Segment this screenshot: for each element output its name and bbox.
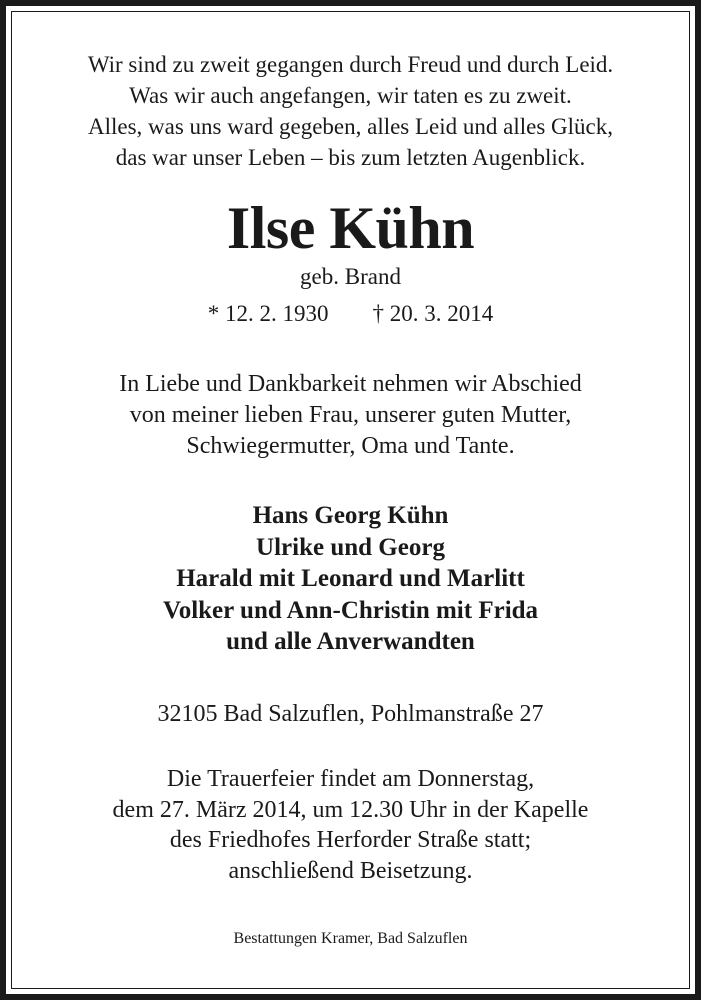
mourner-line: Ulrike und Georg <box>256 533 445 561</box>
service-line: anschließend Beisetzung. <box>228 857 473 884</box>
poem-line: das war unser Leben – bis zum letzten Augenblick. <box>115 145 586 170</box>
farewell-line: von meiner lieben Frau, unserer guten Mutter, <box>129 402 572 428</box>
mourners-list <box>0 500 701 658</box>
mourner-line: Volker und Ann-Christin mit Frida <box>162 596 539 624</box>
deceased-name: Ilse Kühn <box>226 195 475 261</box>
poem-line: Was wir auch angefangen, wir taten es zu zweit. <box>129 83 572 108</box>
mourner-line: Harald mit Leonard und Marlitt <box>176 565 525 592</box>
poem-line: Alles, was uns ward gegeben, alles Leid und alles Glück, <box>87 114 614 139</box>
poem-line: Wir sind zu zweit gegangen durch Freud und durch Leid. <box>87 52 614 77</box>
service-line: Die Trauerfeier findet am Donnerstag, <box>166 766 535 792</box>
birth-date: * 12. 2. 1930 <box>207 301 329 326</box>
farewell-line: In Liebe und Dankbarkeit nehmen wir Abschied <box>119 371 582 397</box>
funeral-service-info <box>0 764 701 886</box>
farewell-line: Schwiegermutter, Oma und Tante. <box>186 433 515 459</box>
memorial-poem <box>0 49 701 173</box>
mourner-line: Hans Georg Kühn <box>252 502 449 529</box>
farewell-text <box>0 369 701 462</box>
service-line: des Friedhofes Herforder Straße statt; <box>169 827 532 853</box>
undertaker-credit: Bestattungen Kramer, Bad Salzuflen <box>233 930 468 947</box>
maiden-name: geb. Brand <box>300 264 401 289</box>
life-dates <box>0 299 701 329</box>
family-address: 32105 Bad Salzuflen, Pohlmanstraße 27 <box>157 701 544 727</box>
mourner-line: und alle Anverwandten <box>226 628 475 655</box>
service-line: dem 27. März 2014, um 12.30 Uhr in der Kapelle <box>112 796 589 823</box>
death-date: † 20. 3. 2014 <box>372 301 494 326</box>
